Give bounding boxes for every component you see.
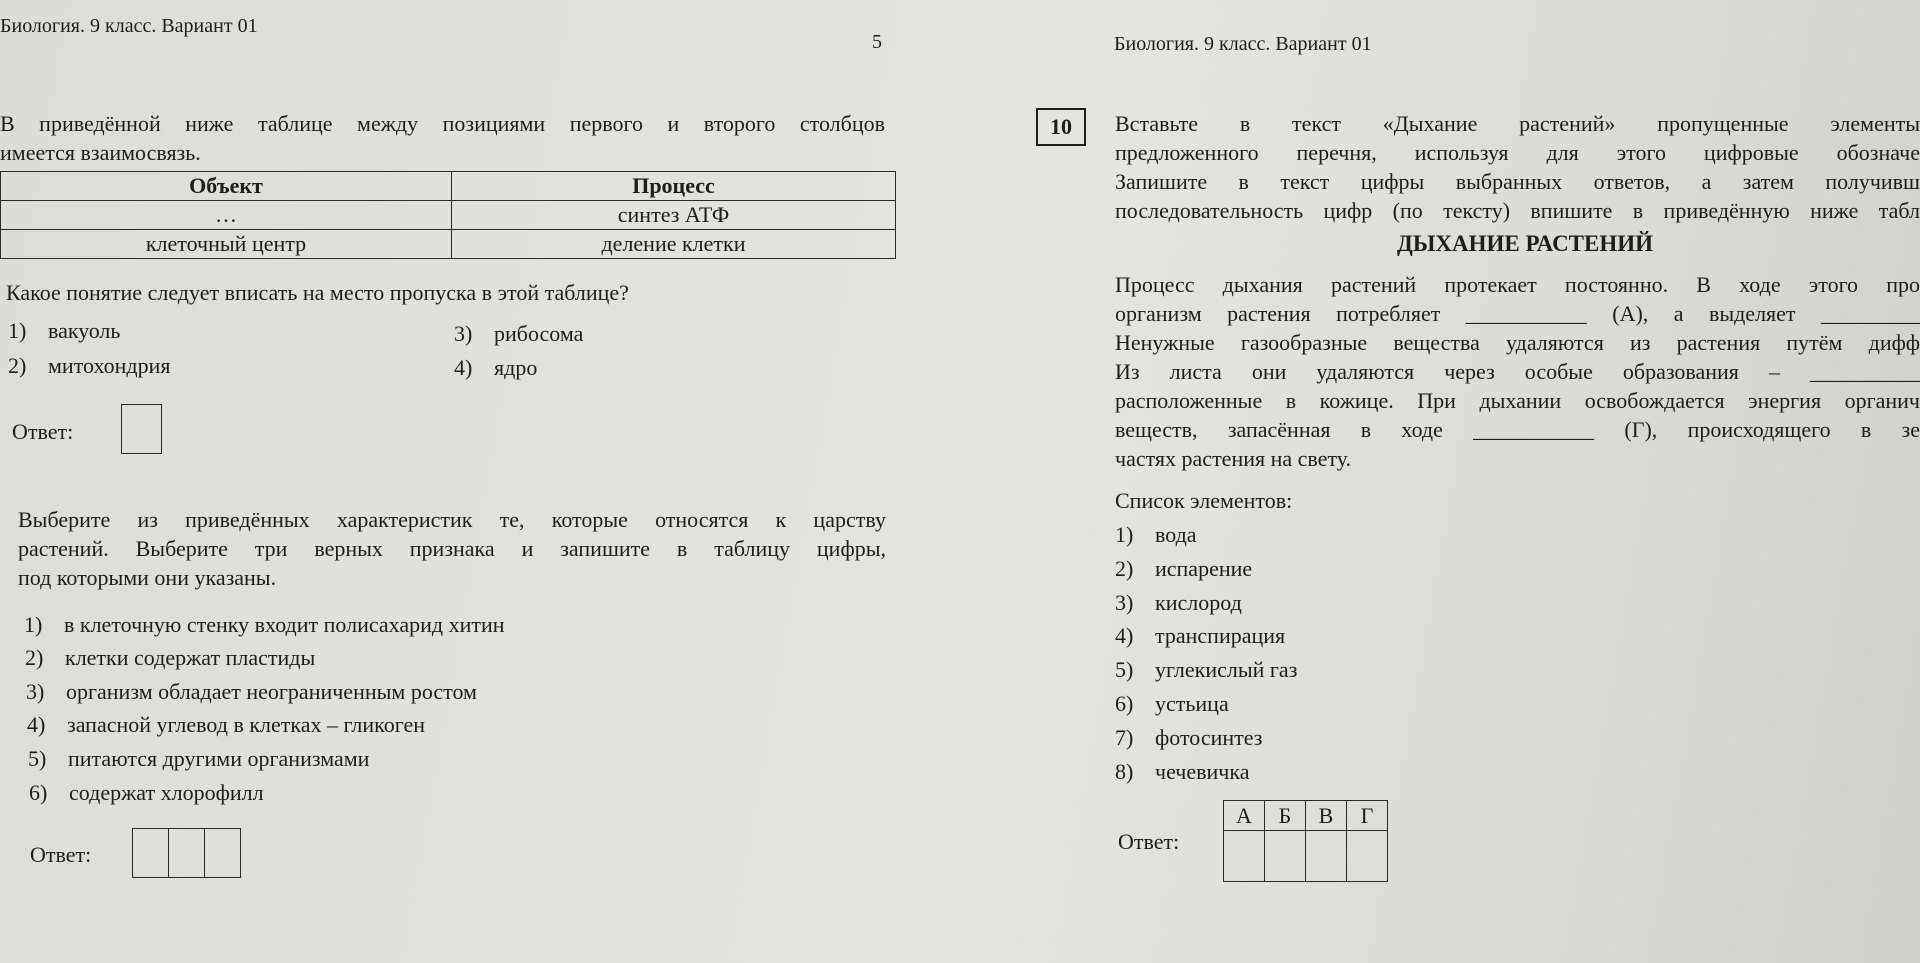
text-line: Процесс дыхания растений протекает постоянно. В ходе этого про bbox=[1115, 272, 1920, 297]
table-row bbox=[1, 201, 896, 230]
text-line: Из листа они удаляются через особые образования – __________ bbox=[1115, 359, 1920, 384]
list-item: 6) устьица bbox=[1115, 691, 1229, 716]
list-title: Список элементов: bbox=[1115, 488, 1293, 513]
gap-text bbox=[1115, 270, 1920, 473]
intro-line: имеется взаимосвязь. bbox=[0, 140, 201, 165]
list-item: 5) углекислый газ bbox=[1115, 657, 1298, 682]
table-header-process: Процесс bbox=[452, 172, 896, 201]
answer-cell-a[interactable] bbox=[1224, 831, 1265, 882]
question-instruction bbox=[1115, 109, 1920, 225]
page-number: 5 bbox=[872, 31, 882, 53]
list-item: 3) кислород bbox=[1115, 590, 1242, 615]
question-text: Какое понятие следует вписать на место пропуска в этой таблице? bbox=[6, 280, 629, 305]
answer-cells[interactable] bbox=[132, 828, 241, 878]
answer-cell[interactable] bbox=[168, 829, 204, 877]
table-cell: деление клетки bbox=[452, 230, 896, 259]
table-cell: … bbox=[1, 201, 452, 230]
answer-cell[interactable] bbox=[204, 829, 240, 877]
answer-cell-b[interactable] bbox=[1265, 831, 1306, 882]
instruction-line: Вставьте в текст «Дыхание растений» пропущенные элементы bbox=[1115, 111, 1920, 136]
answer-cell[interactable] bbox=[133, 829, 168, 877]
answer-header-v: В bbox=[1306, 801, 1347, 831]
answer-header-b: Б bbox=[1265, 801, 1306, 831]
answer-label: Ответ: bbox=[1118, 829, 1180, 854]
answer-label: Ответ: bbox=[30, 842, 92, 867]
text-line: организм растения потребляет ___________ (А), а выделяет _________ bbox=[1115, 301, 1920, 326]
instruction-line: предложенного перечня, используя для этого цифровые обозначе bbox=[1115, 140, 1920, 165]
list-item: 8) чечевичка bbox=[1115, 759, 1250, 784]
answer-cell-v[interactable] bbox=[1306, 831, 1347, 882]
table-header-object: Объект bbox=[1, 172, 452, 201]
question-intro bbox=[0, 109, 885, 167]
list-item: 2) испарение bbox=[1115, 556, 1253, 581]
option-4: 4) ядро bbox=[454, 355, 538, 380]
table-cell: синтез АТФ bbox=[452, 201, 896, 230]
option-2: 2) митохондрия bbox=[8, 353, 171, 378]
intro-line: под которыми они указаны. bbox=[18, 565, 277, 590]
list-item: 3) организм обладает неограниченным ростом bbox=[26, 679, 477, 704]
list-item: 4) транспирация bbox=[1115, 623, 1286, 648]
answer-label: Ответ: bbox=[12, 419, 74, 444]
list-item: 1) вода bbox=[1115, 522, 1197, 547]
list-item: 7) фотосинтез bbox=[1115, 725, 1263, 750]
answer-box[interactable] bbox=[121, 404, 162, 454]
answer-header-a: А bbox=[1224, 801, 1265, 831]
table-row bbox=[1, 230, 896, 259]
instruction-line: последовательность цифр (по тексту) впишите в приведённую ниже табл bbox=[1115, 198, 1920, 223]
option-3: 3) рибосома bbox=[454, 321, 584, 346]
option-1: 1) вакуоль bbox=[8, 318, 121, 343]
answer-header-g: Г bbox=[1347, 801, 1388, 831]
list-item: 4) запасной углевод в клетках – гликоген bbox=[27, 712, 426, 737]
list-item: 1) в клеточную стенку входит полисахарид хитин bbox=[24, 612, 505, 637]
answer-cell-g[interactable] bbox=[1347, 831, 1388, 882]
instruction-line: Запишите в текст цифры выбранных ответов, а затем получивш bbox=[1115, 169, 1920, 194]
left-page-header: Биология. 9 класс. Вариант 01 bbox=[0, 15, 258, 37]
question-number-box: 10 bbox=[1036, 108, 1086, 146]
text-line: Ненужные газообразные вещества удаляются из растения путём дифф bbox=[1115, 330, 1920, 355]
table-cell: клеточный центр bbox=[1, 230, 452, 259]
text-line: веществ, запасённая в ходе ___________ (Г), происходящего в зе bbox=[1115, 417, 1920, 442]
intro-line: Выберите из приведённых характеристик те, которые относятся к царству bbox=[18, 507, 886, 532]
question-intro bbox=[18, 505, 886, 592]
intro-line: растений. Выберите три верных признака и запишите в таблицу цифры, bbox=[18, 536, 886, 561]
text-title: ДЫХАНИЕ РАСТЕНИЙ bbox=[1397, 231, 1654, 256]
intro-line: В приведённой ниже таблице между позициями первого и второго столбцов bbox=[0, 111, 885, 136]
association-table bbox=[0, 171, 896, 259]
right-page-header: Биология. 9 класс. Вариант 01 bbox=[1114, 33, 1372, 55]
list-item: 6) содержат хлорофилл bbox=[29, 780, 264, 805]
answer-table bbox=[1223, 800, 1388, 882]
list-item: 5) питаются другими организмами bbox=[28, 746, 370, 771]
text-line: расположенные в кожице. При дыхании освобождается энергия органич bbox=[1115, 388, 1920, 413]
list-item: 2) клетки содержат пластиды bbox=[25, 645, 316, 670]
text-line: частях растения на свету. bbox=[1115, 446, 1352, 471]
